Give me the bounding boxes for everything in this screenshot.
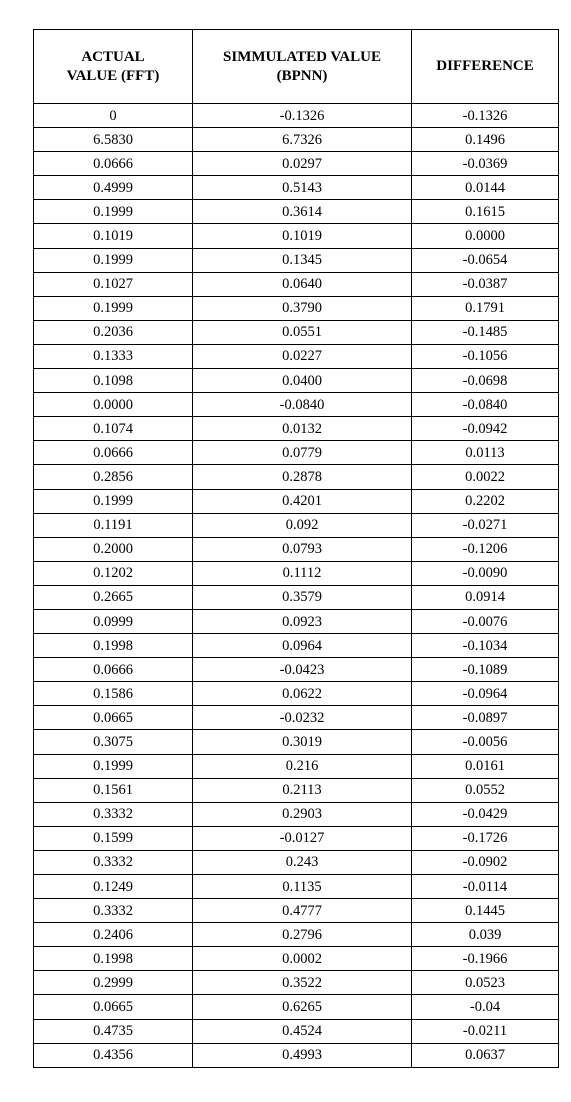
cell-difference: 0.0022 bbox=[412, 465, 559, 489]
table-row bbox=[34, 561, 559, 585]
cell-difference: -0.0271 bbox=[412, 513, 559, 537]
cell-actual-value: 0.3332 bbox=[34, 850, 193, 874]
cell-simulated-value: 0.3790 bbox=[193, 296, 412, 320]
cell-actual-value: 0.0665 bbox=[34, 995, 193, 1019]
cell-difference: -0.0429 bbox=[412, 802, 559, 826]
table-row bbox=[34, 850, 559, 874]
table-row bbox=[34, 1043, 559, 1067]
cell-actual-value: 0.1019 bbox=[34, 224, 193, 248]
cell-actual-value: 0.2036 bbox=[34, 320, 193, 344]
cell-actual-value: 0.0999 bbox=[34, 609, 193, 633]
cell-simulated-value: 0.2878 bbox=[193, 465, 412, 489]
cell-simulated-value: -0.0840 bbox=[193, 393, 412, 417]
cell-simulated-value: 0.0923 bbox=[193, 609, 412, 633]
cell-difference: -0.0964 bbox=[412, 682, 559, 706]
table-row bbox=[34, 465, 559, 489]
cell-actual-value: 0.1202 bbox=[34, 561, 193, 585]
cell-actual-value: 0.0666 bbox=[34, 658, 193, 682]
cell-simulated-value: -0.1326 bbox=[193, 104, 412, 128]
cell-actual-value: 0.1599 bbox=[34, 826, 193, 850]
table-row bbox=[34, 320, 559, 344]
cell-actual-value: 0.1191 bbox=[34, 513, 193, 537]
cell-difference: -0.0654 bbox=[412, 248, 559, 272]
cell-simulated-value: 0.3019 bbox=[193, 730, 412, 754]
table-row bbox=[34, 1019, 559, 1043]
cell-actual-value: 0.4735 bbox=[34, 1019, 193, 1043]
cell-difference: 0.1615 bbox=[412, 200, 559, 224]
table-row bbox=[34, 272, 559, 296]
cell-simulated-value: -0.0232 bbox=[193, 706, 412, 730]
header-actual-line-2: VALUE (FFT) bbox=[66, 67, 160, 84]
table-row bbox=[34, 369, 559, 393]
cell-simulated-value: 0.0400 bbox=[193, 369, 412, 393]
cell-difference: -0.0897 bbox=[412, 706, 559, 730]
table-row bbox=[34, 417, 559, 441]
table-row bbox=[34, 778, 559, 802]
table-row bbox=[34, 296, 559, 320]
cell-actual-value: 0.2000 bbox=[34, 537, 193, 561]
cell-actual-value: 0.1333 bbox=[34, 344, 193, 368]
cell-simulated-value: 0.0640 bbox=[193, 272, 412, 296]
cell-simulated-value: 0.243 bbox=[193, 850, 412, 874]
cell-difference: -0.0211 bbox=[412, 1019, 559, 1043]
table-row bbox=[34, 995, 559, 1019]
cell-actual-value: 0.1074 bbox=[34, 417, 193, 441]
cell-actual-value: 0.1561 bbox=[34, 778, 193, 802]
cell-actual-value: 0.3075 bbox=[34, 730, 193, 754]
cell-difference: 0.1496 bbox=[412, 128, 559, 152]
cell-actual-value: 0.3332 bbox=[34, 802, 193, 826]
cell-actual-value: 0.1999 bbox=[34, 754, 193, 778]
table-row bbox=[34, 947, 559, 971]
cell-difference: -0.0387 bbox=[412, 272, 559, 296]
table-row bbox=[34, 634, 559, 658]
table-row bbox=[34, 754, 559, 778]
cell-difference: -0.04 bbox=[412, 995, 559, 1019]
cell-simulated-value: 0.3522 bbox=[193, 971, 412, 995]
cell-simulated-value: 0.0002 bbox=[193, 947, 412, 971]
table-row bbox=[34, 393, 559, 417]
cell-difference: -0.1056 bbox=[412, 344, 559, 368]
cell-actual-value: 6.5830 bbox=[34, 128, 193, 152]
cell-actual-value: 0.0000 bbox=[34, 393, 193, 417]
cell-difference: -0.0056 bbox=[412, 730, 559, 754]
table-row bbox=[34, 658, 559, 682]
table-row bbox=[34, 706, 559, 730]
cell-simulated-value: 0.3614 bbox=[193, 200, 412, 224]
cell-simulated-value: 0.6265 bbox=[193, 995, 412, 1019]
cell-simulated-value: 0.1345 bbox=[193, 248, 412, 272]
cell-simulated-value: 0.0132 bbox=[193, 417, 412, 441]
cell-actual-value: 0.1999 bbox=[34, 248, 193, 272]
cell-actual-value: 0.1999 bbox=[34, 489, 193, 513]
table-row bbox=[34, 730, 559, 754]
table-row bbox=[34, 609, 559, 633]
table-row bbox=[34, 248, 559, 272]
cell-simulated-value: 0.0227 bbox=[193, 344, 412, 368]
cell-simulated-value: 0.0793 bbox=[193, 537, 412, 561]
header-simulated-line-1: SIMMULATED VALUE bbox=[223, 48, 381, 65]
cell-difference: 0.1791 bbox=[412, 296, 559, 320]
cell-difference: -0.0902 bbox=[412, 850, 559, 874]
cell-actual-value: 0.1098 bbox=[34, 369, 193, 393]
cell-difference: -0.0369 bbox=[412, 152, 559, 176]
cell-actual-value: 0.0666 bbox=[34, 152, 193, 176]
header-difference-line-1: DIFFERENCE bbox=[436, 58, 534, 74]
cell-simulated-value: 0.5143 bbox=[193, 176, 412, 200]
cell-difference: -0.1034 bbox=[412, 634, 559, 658]
cell-difference: 0.0161 bbox=[412, 754, 559, 778]
cell-simulated-value: -0.0423 bbox=[193, 658, 412, 682]
cell-difference: 0.2202 bbox=[412, 489, 559, 513]
table-row bbox=[34, 826, 559, 850]
header-difference bbox=[412, 30, 559, 104]
cell-simulated-value: 0.0551 bbox=[193, 320, 412, 344]
table-row bbox=[34, 682, 559, 706]
header-actual-line-1: ACTUAL bbox=[81, 48, 145, 65]
cell-difference: -0.1089 bbox=[412, 658, 559, 682]
cell-difference: 0.0144 bbox=[412, 176, 559, 200]
cell-difference: 0.039 bbox=[412, 923, 559, 947]
table-body bbox=[34, 104, 559, 1068]
cell-simulated-value: 0.4524 bbox=[193, 1019, 412, 1043]
cell-actual-value: 0.2406 bbox=[34, 923, 193, 947]
cell-simulated-value: 0.1019 bbox=[193, 224, 412, 248]
table-row bbox=[34, 585, 559, 609]
cell-simulated-value: 0.3579 bbox=[193, 585, 412, 609]
cell-actual-value: 0.2665 bbox=[34, 585, 193, 609]
cell-difference: -0.1485 bbox=[412, 320, 559, 344]
cell-difference: -0.0942 bbox=[412, 417, 559, 441]
cell-difference: -0.1726 bbox=[412, 826, 559, 850]
cell-actual-value: 0.4999 bbox=[34, 176, 193, 200]
cell-difference: -0.1966 bbox=[412, 947, 559, 971]
cell-simulated-value: 0.4201 bbox=[193, 489, 412, 513]
table-row bbox=[34, 224, 559, 248]
cell-simulated-value: 0.0779 bbox=[193, 441, 412, 465]
table-row bbox=[34, 899, 559, 923]
cell-simulated-value: 0.2903 bbox=[193, 802, 412, 826]
cell-difference: -0.0840 bbox=[412, 393, 559, 417]
cell-actual-value: 0.1999 bbox=[34, 296, 193, 320]
cell-actual-value: 0.1998 bbox=[34, 634, 193, 658]
cell-difference: 0.0552 bbox=[412, 778, 559, 802]
cell-actual-value: 0.2856 bbox=[34, 465, 193, 489]
table-row bbox=[34, 200, 559, 224]
table-row bbox=[34, 489, 559, 513]
cell-difference: 0.0113 bbox=[412, 441, 559, 465]
cell-actual-value: 0.2999 bbox=[34, 971, 193, 995]
header-row bbox=[34, 30, 559, 104]
table-row bbox=[34, 344, 559, 368]
cell-actual-value: 0.1586 bbox=[34, 682, 193, 706]
cell-simulated-value: 0.092 bbox=[193, 513, 412, 537]
cell-simulated-value: 0.1112 bbox=[193, 561, 412, 585]
cell-difference: 0.0000 bbox=[412, 224, 559, 248]
cell-actual-value: 0.0665 bbox=[34, 706, 193, 730]
cell-difference: 0.0637 bbox=[412, 1043, 559, 1067]
header-simulated-value bbox=[193, 30, 412, 104]
cell-difference: 0.0523 bbox=[412, 971, 559, 995]
cell-difference: -0.0698 bbox=[412, 369, 559, 393]
cell-difference: -0.1206 bbox=[412, 537, 559, 561]
cell-simulated-value: 0.216 bbox=[193, 754, 412, 778]
table-row bbox=[34, 971, 559, 995]
header-actual-value bbox=[34, 30, 193, 104]
table-row bbox=[34, 176, 559, 200]
cell-actual-value: 0.0666 bbox=[34, 441, 193, 465]
cell-simulated-value: 0.1135 bbox=[193, 875, 412, 899]
table-row bbox=[34, 152, 559, 176]
table-row bbox=[34, 802, 559, 826]
cell-difference: -0.0114 bbox=[412, 875, 559, 899]
cell-simulated-value: 0.0964 bbox=[193, 634, 412, 658]
data-table bbox=[33, 29, 559, 1068]
cell-difference: -0.1326 bbox=[412, 104, 559, 128]
cell-difference: 0.0914 bbox=[412, 585, 559, 609]
table-row bbox=[34, 537, 559, 561]
cell-difference: -0.0076 bbox=[412, 609, 559, 633]
table-row bbox=[34, 441, 559, 465]
cell-actual-value: 0.1998 bbox=[34, 947, 193, 971]
cell-actual-value: 0.1027 bbox=[34, 272, 193, 296]
cell-simulated-value: 0.4777 bbox=[193, 899, 412, 923]
cell-simulated-value: -0.0127 bbox=[193, 826, 412, 850]
cell-difference: 0.1445 bbox=[412, 899, 559, 923]
table-row bbox=[34, 513, 559, 537]
cell-simulated-value: 0.2796 bbox=[193, 923, 412, 947]
cell-actual-value: 0.4356 bbox=[34, 1043, 193, 1067]
cell-actual-value: 0.3332 bbox=[34, 899, 193, 923]
cell-simulated-value: 0.0622 bbox=[193, 682, 412, 706]
cell-actual-value: 0.1999 bbox=[34, 200, 193, 224]
cell-simulated-value: 6.7326 bbox=[193, 128, 412, 152]
cell-simulated-value: 0.0297 bbox=[193, 152, 412, 176]
header-simulated-line-2: (BPNN) bbox=[276, 67, 328, 84]
cell-simulated-value: 0.2113 bbox=[193, 778, 412, 802]
table-row bbox=[34, 923, 559, 947]
table-row bbox=[34, 104, 559, 128]
cell-difference: -0.0090 bbox=[412, 561, 559, 585]
table-row bbox=[34, 128, 559, 152]
cell-actual-value: 0 bbox=[34, 104, 193, 128]
cell-simulated-value: 0.4993 bbox=[193, 1043, 412, 1067]
cell-actual-value: 0.1249 bbox=[34, 875, 193, 899]
table-row bbox=[34, 875, 559, 899]
